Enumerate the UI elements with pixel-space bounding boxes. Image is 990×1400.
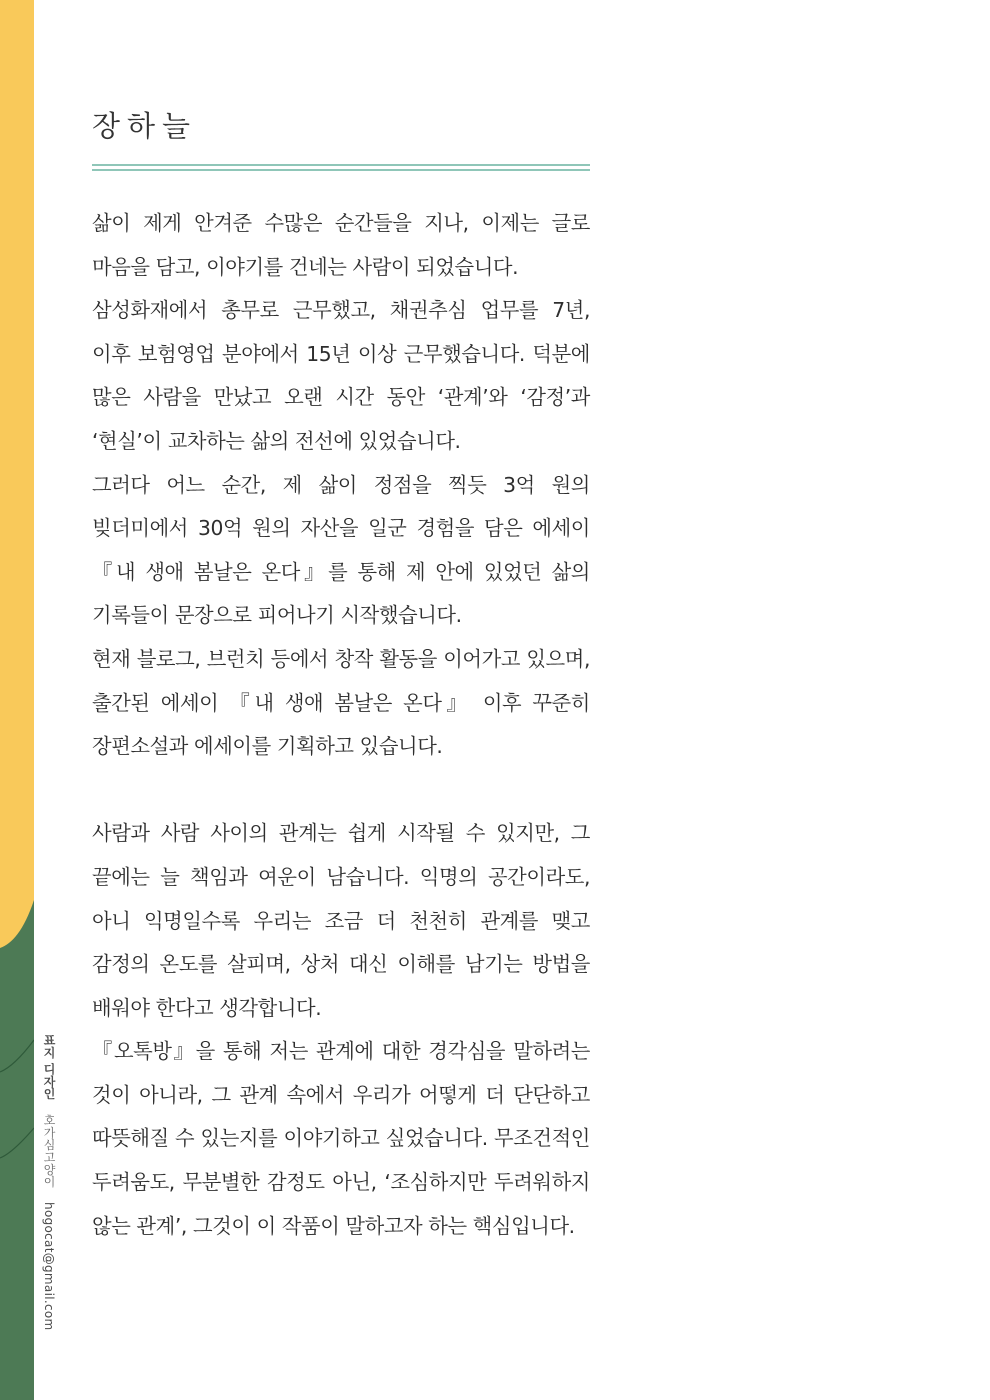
paragraph-spacer: [92, 769, 590, 813]
bio-paragraph: 사람과 사람 사이의 관계는 쉽게 시작될 수 있지만, 그 끝에는 늘 책임과 여운이 남습니다. 익명의 공간이라도, 아니 익명일수록 우리는 조금 더 천천히 관계를 맺고 감정의 온도를 살피며, 상처 대신 이해를 남기는 방법을 배워야 한다고 생각합니다.: [92, 821, 590, 1020]
green-hills: [0, 900, 34, 1400]
divider-line-bottom: [92, 169, 590, 171]
credit-label: 표지 디자인: [42, 1034, 56, 1100]
bio-paragraph: 그러다 어느 순간, 제 삶이 정점을 찍듯 3억 원의 빚더미에서 30억 원의 자산을 일군 경험을 담은 에세이 『내 생애 봄날은 온다』를 통해 제 안에 있었던 삶의 기록들이 문장으로 피어나기 시작했습니다.: [92, 472, 590, 628]
cover-design-credit: [41, 1034, 58, 1330]
bio-paragraph: 현재 블로그, 브런치 등에서 창작 활동을 이어가고 있으며, 출간된 에세이 『내 생애 봄날은 온다』 이후 꾸준히 장편소설과 에세이를 기획하고 있습니다.: [92, 646, 590, 759]
bio-paragraph: 『오톡방』을 통해 저는 관계에 대한 경각심을 말하려는 것이 아니라, 그 관계 속에서 우리가 어떻게 더 단단하고 따뜻해질 수 있는지를 이야기하고 싶었습니다. 무조건적인 두려움도, 무분별한 감정도 아닌, ‘조심하지만 두려워하지 않는 관계’, 그것이 이 작품이 말하고자 하는 핵심입니다.: [92, 1039, 590, 1238]
author-bio: [92, 202, 590, 1248]
title-divider: [92, 164, 590, 171]
decorative-side-band: [0, 0, 34, 1400]
divider-line-top: [92, 164, 590, 166]
author-name: 장하늘: [92, 109, 198, 143]
credit-designer: 호가심고양이: [42, 1114, 56, 1188]
side-band-art: [0, 0, 34, 1400]
bio-paragraph: 삶이 제게 안겨준 수많은 순간들을 지나, 이제는 글로 마음을 담고, 이야기를 건네는 사람이 되었습니다.: [92, 211, 590, 279]
bio-paragraph: 삼성화재에서 총무로 근무했고, 채권추심 업무를 7년, 이후 보험영업 분야에서 15년 이상 근무했습니다. 덕분에 많은 사람을 만났고 오랜 시간 동안 ‘관계’와 ‘감정’과 ‘현실’이 교차하는 삶의 전선에 있었습니다.: [92, 298, 590, 453]
credit-email: hogocat@gmail.com: [42, 1202, 56, 1331]
